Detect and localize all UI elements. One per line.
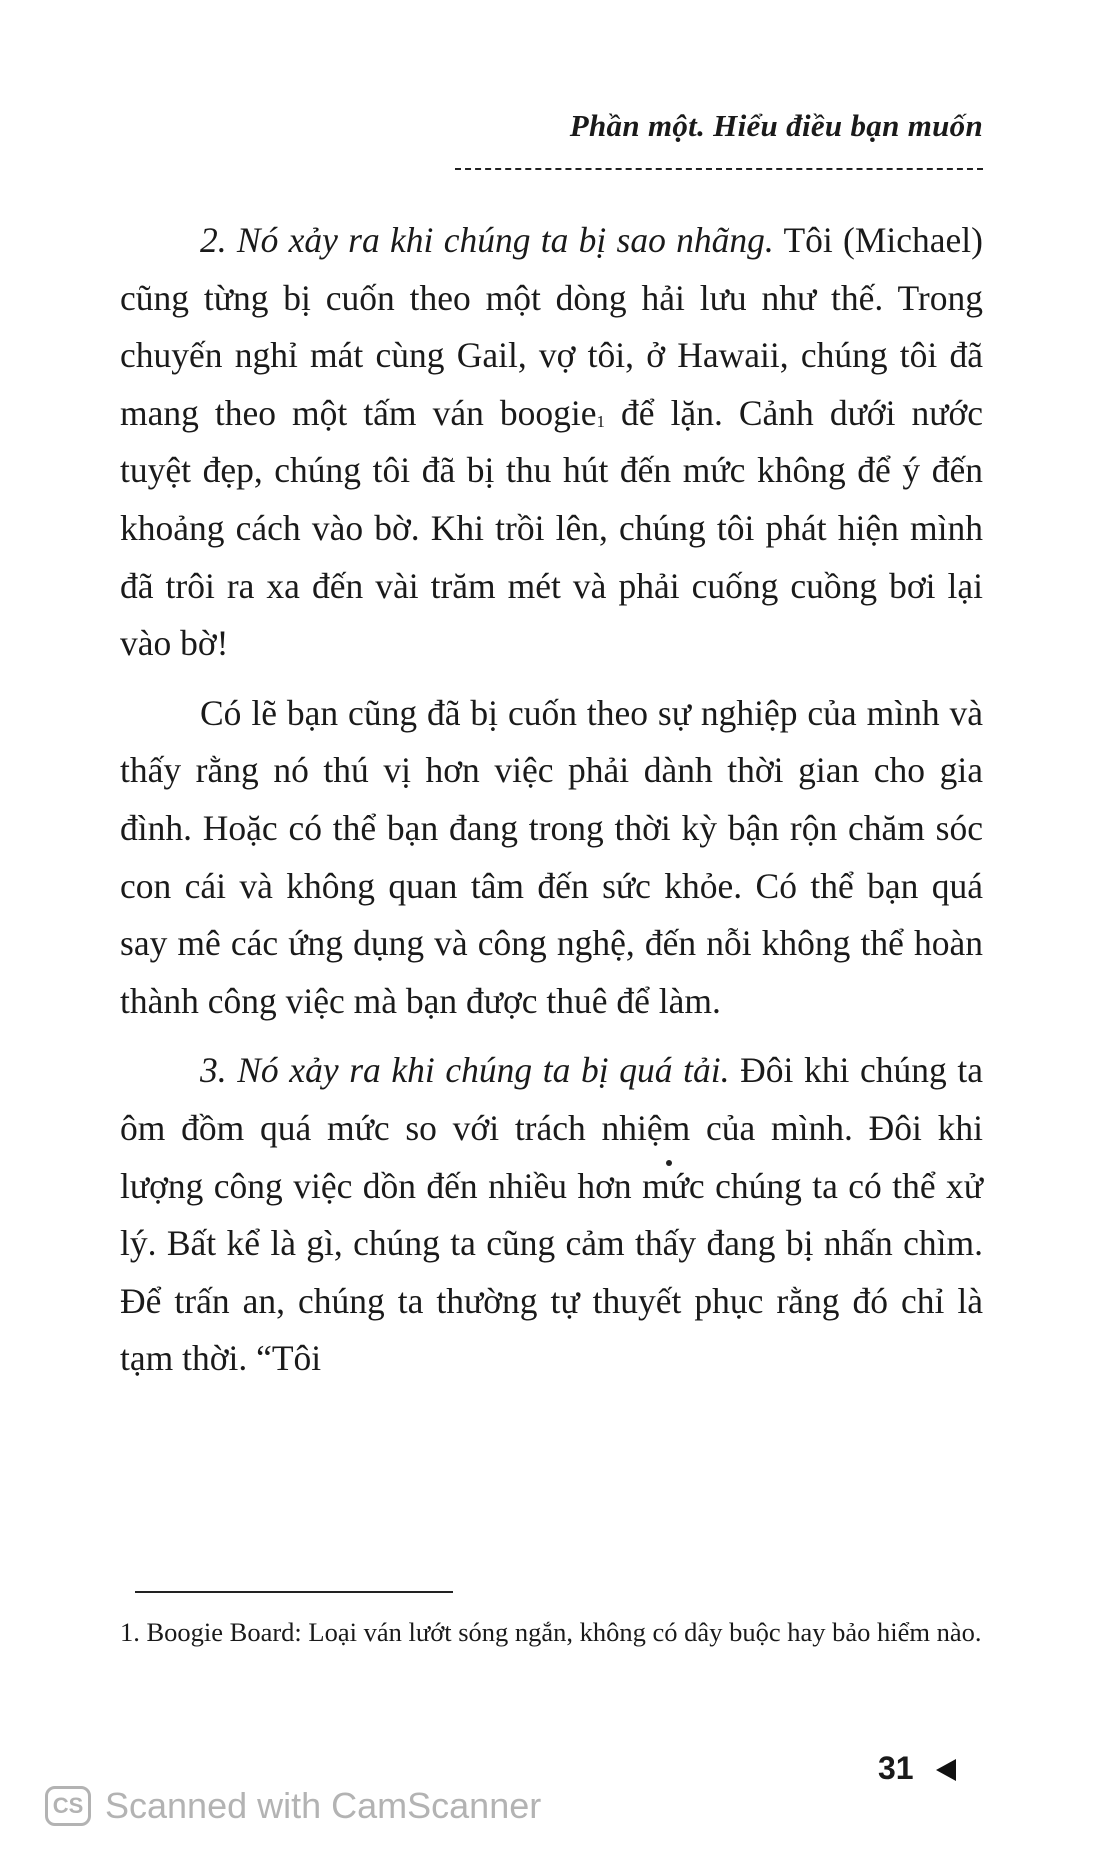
- paragraph-3-lead: 3. Nó xảy ra khi chúng ta bị quá tải.: [200, 1050, 730, 1091]
- body-text: [120, 212, 983, 1388]
- paragraph-2: [120, 685, 983, 1031]
- footnote: 1. Boogie Board: Loại ván lướt sóng ngắn, không có dây buộc hay bảo hiểm nào.: [120, 1617, 982, 1647]
- paragraph-2-text: Có lẽ bạn cũng đã bị cuốn theo sự nghiệp của mình và thấy rằng nó thú vị hơn việc phải dành thời gian cho gia đình. Hoặc có thể bạn đang trong thời kỳ bận rộn chăm sóc con cái và không quan tâm đến sức khỏe. Có thể bạn quá say mê các ứng dụng và công nghệ, đến nỗi không thể hoàn thành công việc mà bạn được thuê để làm.: [120, 692, 983, 1021]
- footnote-rule: [135, 1591, 453, 1593]
- paragraph-1-text-b: để lặn. Cảnh dưới nước tuyệt đẹp, chúng tôi đã bị thu hút đến mức không để ý đến khoảng cách vào bờ. Khi trồi lên, chúng tôi phát hiện mình đã trôi ra xa đến vài trăm mét và phải cuống cuồng bơi lại vào bờ!: [120, 392, 983, 664]
- footnote-reference: 1: [596, 411, 605, 431]
- paragraph-1: [120, 212, 983, 673]
- page-number: 31: [878, 1750, 914, 1786]
- paragraph-3: [120, 1042, 983, 1388]
- scan-speck: [666, 1160, 672, 1166]
- left-triangle-icon: [936, 1759, 956, 1781]
- camscanner-watermark: [45, 1781, 541, 1831]
- camscanner-logo-icon: CS: [45, 1786, 91, 1826]
- running-head: Phần một. Hiểu điều bạn muốn: [569, 108, 983, 143]
- watermark-text: Scanned with CamScanner: [105, 1785, 542, 1826]
- paragraph-3-text: Đôi khi chúng ta ôm đồm quá mức so với trách nhiệm của mình. Đôi khi lượng công việc dồn đến nhiều hơn mức chúng ta có thể xử lý. Bất kể là gì, chúng ta cũng cảm thấy đang bị nhấn chìm. Để trấn an, chúng ta thường tự thuyết phục rằng đó chỉ là tạm thời. “Tôi: [120, 1050, 983, 1379]
- paragraph-1-lead: 2. Nó xảy ra khi chúng ta bị sao nhãng.: [200, 220, 774, 260]
- paragraph-1-text-a: Tôi (Michael) cũng từng bị cuốn theo một dòng hải lưu như thế. Trong chuyến nghỉ mát cùng Gail, vợ tôi, ở Hawaii, chúng tôi đã mang theo một tấm ván boogie: [120, 220, 983, 433]
- running-head-rule: [455, 168, 983, 170]
